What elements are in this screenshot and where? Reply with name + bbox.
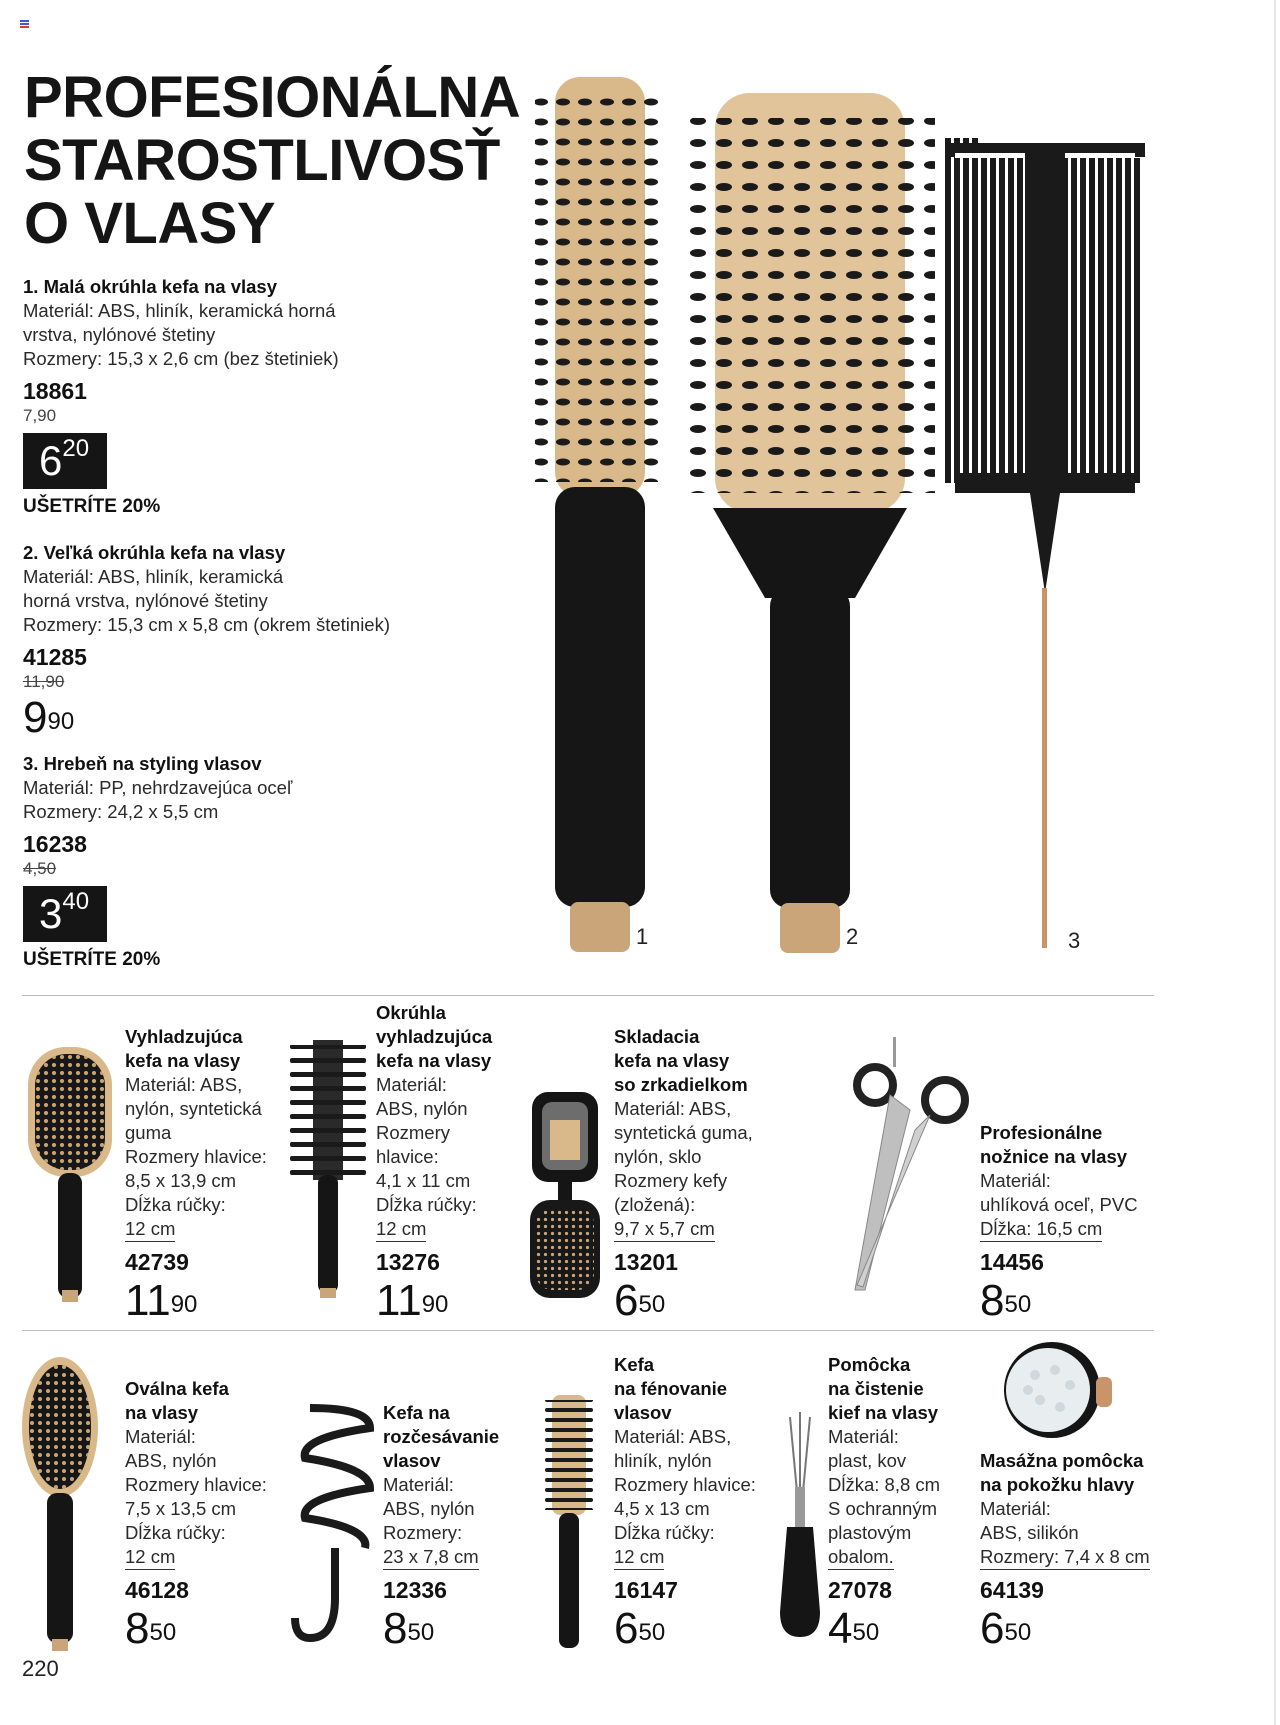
product-code: 27078	[828, 1577, 892, 1603]
product-detail: nylón, sklo	[614, 1146, 702, 1167]
product-detail: Rozmery hlavice:	[125, 1146, 267, 1167]
product-detail: obalom.	[828, 1545, 894, 1570]
price	[614, 1604, 784, 1654]
product-detail: horná vrstva, nylónové štetiny	[23, 590, 268, 611]
product-detail: ABS, nylón	[376, 1098, 468, 1119]
product-heading: Oválna kefa	[125, 1378, 229, 1399]
discount-label: UŠETRÍTE 20%	[23, 496, 161, 517]
product-detail: 12 cm	[376, 1217, 426, 1242]
product-16147	[614, 1353, 784, 1654]
oval-brush-image	[20, 1355, 100, 1655]
paddle-brush-image	[26, 1045, 114, 1305]
old-price: 4,50	[23, 859, 57, 878]
styling-comb-image	[945, 133, 1145, 953]
product-code: 16147	[614, 1577, 678, 1603]
price-integer: 8	[125, 1604, 150, 1653]
price-decimal: 50	[638, 1619, 666, 1646]
product-code: 12336	[383, 1577, 447, 1603]
large-round-brush-image	[685, 88, 935, 958]
product-detail: Materiál:	[828, 1426, 899, 1447]
folding-mirror-brush-image	[528, 1090, 603, 1300]
product-heading: na vlasy	[125, 1402, 199, 1423]
product-code: 64139	[980, 1577, 1044, 1603]
price-integer: 4	[828, 1604, 853, 1653]
product-detail: 23 x 7,8 cm	[383, 1545, 479, 1570]
price-decimal: 50	[852, 1619, 880, 1646]
product-heading: Kefa	[614, 1354, 655, 1375]
product-code: 13201	[614, 1249, 678, 1275]
price	[980, 1604, 1180, 1654]
product-heading: Profesionálne	[980, 1122, 1103, 1143]
product-detail: uhlíková oceľ, PVC	[980, 1194, 1138, 1215]
product-detail: 4,1 x 11 cm	[376, 1170, 471, 1191]
product-64139	[980, 1449, 1180, 1654]
product-14456	[980, 1121, 1170, 1326]
product-detail: guma	[125, 1122, 172, 1143]
price-box	[23, 433, 107, 489]
product-heading: kefa na vlasy	[125, 1050, 241, 1071]
price	[980, 1276, 1170, 1326]
product-detail: syntetická guma,	[614, 1122, 753, 1143]
product-heading: 2. Veľká okrúhla kefa na vlasy	[23, 542, 286, 563]
price-decimal: 50	[1004, 1619, 1032, 1646]
price	[376, 1276, 526, 1326]
scalp-massager-image	[1000, 1335, 1120, 1450]
product-heading: kefa na vlasy	[614, 1050, 730, 1071]
product-detail: Materiál: ABS,	[125, 1074, 243, 1095]
product-heading: na fénovanie	[614, 1378, 728, 1399]
product-heading: so zrkadielkom	[614, 1074, 748, 1095]
product-12336	[383, 1401, 523, 1654]
price-integer: 6	[980, 1604, 1005, 1653]
product-heading: Masážna pomôcka	[980, 1450, 1144, 1471]
title-line: PROFESIONÁLNA	[24, 65, 521, 130]
price-decimal: 90	[170, 1291, 198, 1318]
price-decimal: 50	[1004, 1291, 1032, 1318]
product-code: 13276	[376, 1249, 440, 1275]
product-detail: hlavice:	[376, 1146, 439, 1167]
title-line: STAROSTLIVOSŤ	[24, 128, 500, 193]
product-heading: 3. Hrebeň na styling vlasov	[23, 753, 262, 774]
product-detail: 9,7 x 5,7 cm	[614, 1217, 715, 1242]
product-detail: Materiál:	[125, 1426, 196, 1447]
section-divider	[22, 1330, 1154, 1331]
product-detail: S ochranným	[828, 1498, 937, 1519]
detangling-brush-image	[290, 1398, 380, 1648]
product-detail: Materiál: ABS,	[614, 1426, 732, 1447]
product-heading: vlasov	[383, 1450, 441, 1471]
product-detail: Rozmery	[376, 1122, 451, 1143]
image-number-2: 2	[846, 924, 859, 949]
product-detail: Rozmery kefy	[614, 1170, 728, 1191]
product-27078	[828, 1353, 968, 1654]
product-heading: kefa na vlasy	[376, 1050, 492, 1071]
product-heading: Skladacia	[614, 1026, 700, 1047]
featured-product-1	[23, 275, 493, 521]
product-detail: Dĺžka rúčky:	[614, 1522, 715, 1543]
product-heading: rozčesávanie	[383, 1426, 500, 1447]
product-detail: nylón, syntetická	[125, 1098, 262, 1119]
flag-icon	[20, 20, 29, 27]
product-code: 14456	[980, 1249, 1044, 1275]
product-detail: 4,5 x 13 cm	[614, 1498, 710, 1519]
price-integer: 11	[376, 1276, 422, 1325]
product-detail: Materiál:	[980, 1170, 1051, 1191]
product-heading: na čistenie	[828, 1378, 924, 1399]
product-code: 46128	[125, 1577, 189, 1603]
product-detail: plastovým	[828, 1522, 912, 1543]
price-integer: 6	[614, 1604, 639, 1653]
price	[125, 1276, 285, 1326]
product-detail: Dĺžka rúčky:	[125, 1522, 226, 1543]
discount-label: UŠETRÍTE 20%	[23, 949, 161, 970]
product-42739	[125, 1025, 285, 1326]
price-decimal: 90	[47, 708, 75, 735]
page-edge-line	[1274, 0, 1276, 1725]
price	[828, 1604, 968, 1654]
blowdry-brush-image	[544, 1395, 594, 1655]
price	[614, 1276, 804, 1326]
price-integer: 11	[125, 1276, 171, 1325]
product-detail: (zložená):	[614, 1194, 696, 1215]
product-heading: vlasov	[614, 1402, 672, 1423]
product-detail: Rozmery: 24,2 x 5,5 cm	[23, 801, 219, 822]
product-heading: nožnice na vlasy	[980, 1146, 1128, 1167]
product-code: 42739	[125, 1249, 189, 1275]
product-detail: Dĺžka rúčky:	[376, 1194, 477, 1215]
price	[23, 693, 493, 743]
price-decimal: 90	[421, 1291, 449, 1318]
product-detail: Rozmery: 15,3 x 2,6 cm (bez štetiniek)	[23, 348, 339, 369]
product-heading: na pokožku hlavy	[980, 1474, 1135, 1495]
product-detail: ABS, nylón	[383, 1498, 475, 1519]
product-heading: Pomôcka	[828, 1354, 911, 1375]
product-detail: Dĺžka rúčky:	[125, 1194, 226, 1215]
price	[125, 1604, 285, 1654]
image-number-1: 1	[636, 924, 649, 949]
product-46128	[125, 1377, 285, 1654]
product-detail: Materiál: ABS,	[614, 1098, 732, 1119]
product-detail: ABS, nylón	[125, 1450, 217, 1471]
product-detail: 12 cm	[125, 1545, 175, 1570]
featured-product-3	[23, 752, 493, 974]
image-number-3: 3	[1068, 928, 1081, 953]
price-integer: 6	[39, 437, 63, 484]
featured-product-2	[23, 541, 493, 743]
price-integer: 6	[614, 1276, 639, 1325]
price-decimal: 50	[407, 1619, 435, 1646]
product-detail: Materiál:	[383, 1474, 454, 1495]
product-detail: Materiál:	[980, 1498, 1051, 1519]
price-integer: 8	[980, 1276, 1005, 1325]
product-detail: ABS, silikón	[980, 1522, 1079, 1543]
product-detail: Rozmery: 15,3 cm x 5,8 cm (okrem štetiniek)	[23, 614, 391, 635]
product-heading: Vyhladzujúca	[125, 1026, 243, 1047]
product-code: 16238	[23, 831, 87, 857]
title-line: O VLASY	[24, 191, 276, 256]
product-detail: Materiál:	[376, 1074, 447, 1095]
product-detail: Materiál: ABS, hliník, keramická	[23, 566, 284, 587]
product-detail: Rozmery hlavice:	[125, 1474, 267, 1495]
old-price: 7,90	[23, 406, 57, 425]
price-integer: 8	[383, 1604, 408, 1653]
price-decimal: 50	[149, 1619, 177, 1646]
product-detail: plast, kov	[828, 1450, 907, 1471]
page-number: 220	[22, 1656, 59, 1681]
product-detail: Dĺžka: 8,8 cm	[828, 1474, 941, 1495]
product-heading: vyhladzujúca	[376, 1026, 493, 1047]
price-decimal: 50	[638, 1291, 666, 1318]
product-detail: Rozmery hlavice:	[614, 1474, 756, 1495]
product-detail: 12 cm	[614, 1545, 664, 1570]
product-detail: hliník, nylón	[614, 1450, 712, 1471]
product-detail: Dĺžka: 16,5 cm	[980, 1217, 1102, 1242]
product-heading: 1. Malá okrúhla kefa na vlasy	[23, 276, 277, 297]
product-detail: Rozmery:	[383, 1522, 463, 1543]
product-heading: Okrúhla	[376, 1002, 446, 1023]
page-title	[24, 66, 520, 255]
old-price: 11,90	[23, 672, 65, 691]
price-integer: 3	[39, 890, 63, 937]
product-detail: 8,5 x 13,9 cm	[125, 1170, 237, 1191]
product-code: 18861	[23, 378, 87, 404]
product-heading: Kefa na	[383, 1402, 450, 1423]
price	[383, 1604, 523, 1654]
price-decimal: 40	[62, 888, 90, 915]
section-divider	[22, 995, 1154, 996]
product-detail: vrstva, nylónové štetiny	[23, 324, 216, 345]
vented-round-brush-image	[288, 1040, 368, 1300]
product-heading: kief na vlasy	[828, 1402, 939, 1423]
price-decimal: 20	[62, 435, 90, 462]
product-detail: 7,5 x 13,5 cm	[125, 1498, 237, 1519]
price-box	[23, 886, 107, 942]
product-detail: Materiál: ABS, hliník, keramická horná	[23, 300, 336, 321]
scissors-image	[835, 1035, 975, 1295]
small-round-brush-image	[530, 72, 670, 962]
product-detail: Rozmery: 7,4 x 8 cm	[980, 1545, 1150, 1570]
price-integer: 9	[23, 693, 48, 742]
product-detail: 12 cm	[125, 1217, 175, 1242]
product-detail: Materiál: PP, nehrdzavejúca oceľ	[23, 777, 293, 798]
product-13276	[376, 1001, 526, 1326]
product-code: 41285	[23, 644, 87, 670]
product-13201	[614, 1025, 804, 1326]
